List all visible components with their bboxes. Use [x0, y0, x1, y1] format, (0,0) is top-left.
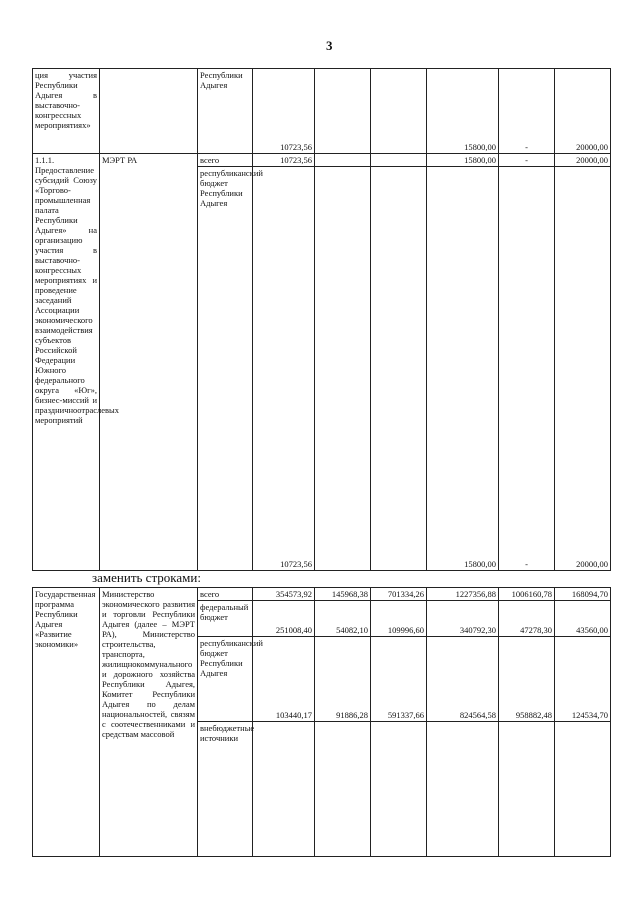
- table-row: [33, 588, 611, 601]
- cell-value: 109996,60: [371, 601, 427, 637]
- cell-value: [315, 69, 371, 154]
- cell-program-name: Государственная программа Республики Адыгея «Развитие экономики»: [33, 588, 100, 857]
- program-table-old: [32, 68, 611, 571]
- cell-value: 1227356,88: [427, 588, 499, 601]
- cell-value: 958882,48: [499, 637, 555, 722]
- cell-value: [315, 167, 371, 571]
- cell-value: 701334,26: [371, 588, 427, 601]
- cell-source: республиканский бюджет Республики Адыгея: [198, 637, 253, 722]
- cell-value: -: [499, 69, 555, 154]
- cell-value: 354573,92: [253, 588, 315, 601]
- cell-measure-name: 1.1.1. Предоставление субсидий Союзу «Торгово-промышленная палата Республики Адыгея» на организацию участия в выставочно-конгрессных мероприятиях и проведение заседаний Ассоциации экономического взаимодействия субъектов Российской Федерации Южного федерального округа «Юг», бизнес-миссий и праздничноотраслевых мероприятий: [33, 154, 100, 571]
- program-table-new: [32, 587, 611, 857]
- cell-value: 20000,00: [555, 167, 611, 571]
- cell-value: [371, 69, 427, 154]
- cell-executor: МЭРТ РА: [100, 154, 198, 571]
- cell-source: федеральный бюджет: [198, 601, 253, 637]
- cell-source: Республики Адыгея: [198, 69, 253, 154]
- cell-executor: [100, 69, 198, 154]
- cell-value: 10723,56: [253, 167, 315, 571]
- cell-value: 103440,17: [253, 637, 315, 722]
- cell-value: [315, 722, 371, 857]
- cell-value: -: [499, 167, 555, 571]
- cell-value: 20000,00: [555, 154, 611, 167]
- cell-value: [499, 722, 555, 857]
- cell-value: [371, 722, 427, 857]
- cell-value: 1006160,78: [499, 588, 555, 601]
- cell-value: 15800,00: [427, 154, 499, 167]
- cell-program-name: ция участия Республики Адыгея в выставочно-конгрессных мероприятиях»: [33, 69, 100, 154]
- cell-source-total: всего: [198, 154, 253, 167]
- cell-value: 15800,00: [427, 167, 499, 571]
- table-row: [33, 154, 611, 167]
- cell-value: 15800,00: [427, 69, 499, 154]
- cell-value: 47278,30: [499, 601, 555, 637]
- cell-value: [555, 722, 611, 857]
- cell-value: 124534,70: [555, 637, 611, 722]
- cell-value: 591337,66: [371, 637, 427, 722]
- cell-value: 824564,58: [427, 637, 499, 722]
- cell-source-budget: республиканский бюджет Республики Адыгея: [198, 167, 253, 571]
- cell-value: 340792,30: [427, 601, 499, 637]
- cell-value: [427, 722, 499, 857]
- cell-value: 20000,00: [555, 69, 611, 154]
- cell-source: всего: [198, 588, 253, 601]
- cell-value: 43560,00: [555, 601, 611, 637]
- cell-value: [253, 722, 315, 857]
- cell-value: 54082,10: [315, 601, 371, 637]
- cell-value: 10723,56: [253, 69, 315, 154]
- cell-executors: Министерство экономического развития и торговли Республики Адыгея (далее – МЭРТ РА), Министерство строительства, транспорта, жилищнокоммунального и дорожного хозяйства Республики Адыгея, Комитет Республики Адыгея по делам национальностей, связям с соотечественниками и средствам массовой: [100, 588, 198, 857]
- cell-value: [315, 154, 371, 167]
- replace-heading: заменить строками:: [92, 570, 201, 585]
- cell-value: [371, 154, 427, 167]
- cell-source: внебюджетные источники: [198, 722, 253, 857]
- page-number: 3: [326, 38, 333, 53]
- cell-value: 91886,28: [315, 637, 371, 722]
- cell-value: -: [499, 154, 555, 167]
- cell-value: 145968,38: [315, 588, 371, 601]
- table-row: [33, 69, 611, 154]
- cell-value: [371, 167, 427, 571]
- cell-value: 10723,56: [253, 154, 315, 167]
- cell-value: 168094,70: [555, 588, 611, 601]
- cell-value: 251008,40: [253, 601, 315, 637]
